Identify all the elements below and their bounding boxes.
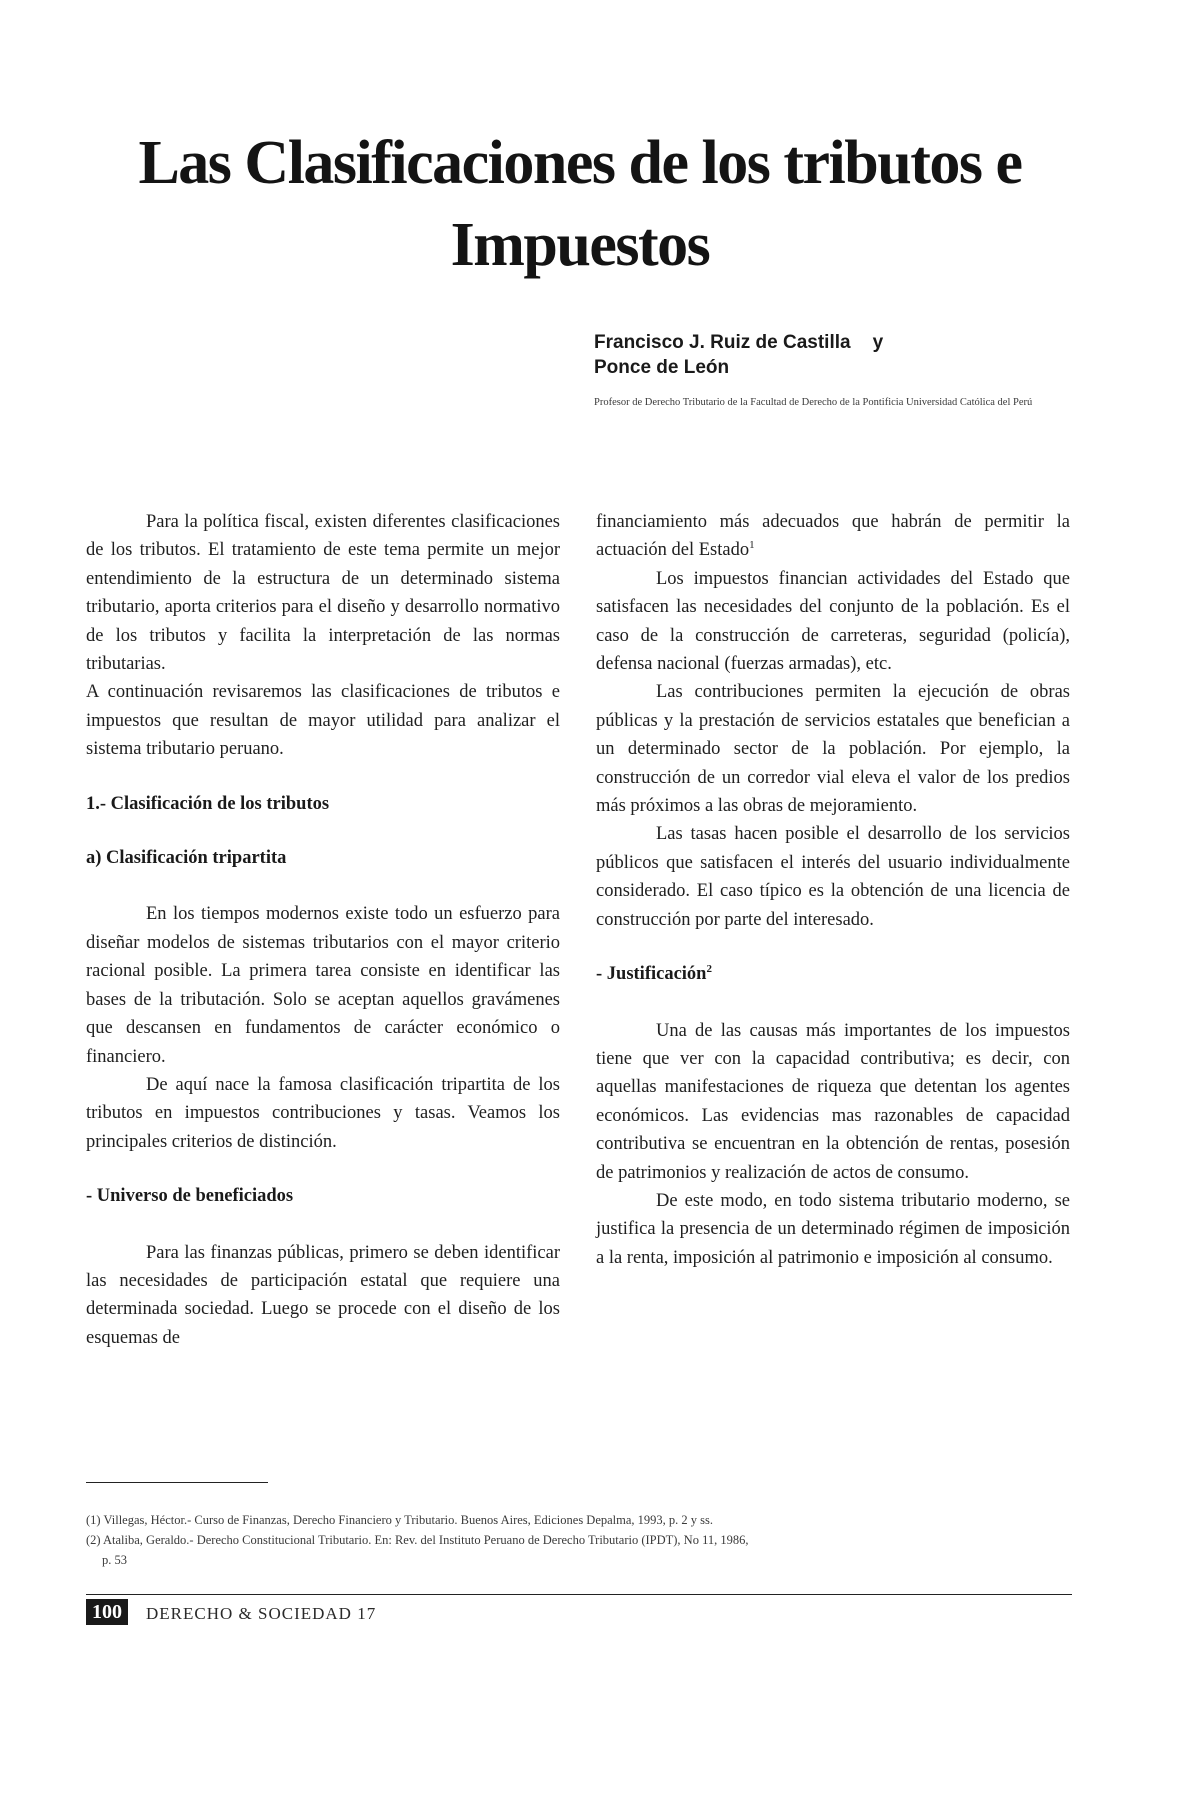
footnote-ref: 1 <box>749 539 755 552</box>
author-conjunction: y <box>872 332 884 353</box>
right-column <box>596 508 1070 1272</box>
paragraph: En los tiempos modernos existe todo un esfuerzo para diseñar modelos de sistemas tributarios con el mayor criterio racional posible. La primera tarea consiste en identificar las bases de la tributación. Solo se aceptan aquellos gravámenes que descansen en fundamentos de carácter económico o financiero. <box>86 904 560 1067</box>
article-title: Las Clasificaciones de los tributos e Impuestos <box>138 129 1022 279</box>
footnote-1: (1) Villegas, Héctor.- Curso de Finanzas, Derecho Financiero y Tributario. Buenos Aires, Ediciones Depalma, 1993, p. 2 y ss. <box>86 1513 714 1527</box>
page-footer <box>86 1594 1072 1635</box>
paragraph: Las tasas hacen posible el desarrollo de los servicios públicos que satisfacen el interés del usuario individualmente considerado. El caso típico es la obtención de una licencia de construcción por parte del interesado. <box>596 824 1070 930</box>
heading-text: - Justificación <box>596 964 707 985</box>
paragraph: De aquí nace la famosa clasificación tripartita de los tributos en impuestos contribuciones y tasas. Veamos los principales criterios de distinción. <box>86 1074 560 1152</box>
subsection-heading: - Universo de beneficiados <box>86 1186 294 1207</box>
paragraph: Las contribuciones permiten la ejecución de obras públicas y la prestación de servicios estatales que benefician a un determinado sector de la población. Por ejemplo, la construcción de un corredor vial eleva el valor de los predios más próximos a las obras de mejoramiento. <box>596 682 1070 817</box>
subsection-heading: a) Clasificación tripartita <box>86 848 287 869</box>
paragraph: Los impuestos financian actividades del Estado que satisfacen las necesidades del conjunto de la población. Es el caso de la construcción de carreteras, seguridad (policía), defensa nacional (fuerzas armadas), etc. <box>596 568 1070 675</box>
author-affiliation: Profesor de Derecho Tributario de la Facultad de Derecho de la Pontificia Universidad Católica del Perú <box>594 397 1033 408</box>
section-heading: 1.- Clasificación de los tributos <box>86 793 330 814</box>
journal-name: DERECHO & SOCIEDAD 17 <box>146 1604 377 1623</box>
footnote-2: (2) Ataliba, Geraldo.- Derecho Constitucional Tributario. En: Rev. del Instituto Peruano de Derecho Tributario (IPDT), No 11, 1986, <box>86 1533 749 1547</box>
left-column <box>86 508 560 1352</box>
paragraph: De este modo, en todo sistema tributario moderno, se justifica la presencia de un determinado régimen de imposición a la renta, imposición al patrimonio e imposición al consumo. <box>596 1190 1070 1268</box>
footnotes <box>86 1510 1072 1570</box>
paragraph: Para la política fiscal, existen diferentes clasificaciones de los tributos. El tratamiento de este tema permite un mejor entendimiento de la estructura de un determinado sistema tributario, aporta criterios para el diseño y desarrollo normativo de los tributos y facilita la interpretación de las normas tributarias. <box>86 512 560 675</box>
paragraph: A continuación revisaremos las clasificaciones de tributos e impuestos que resultan de mayor utilidad para analizar el sistema tributario peruano. <box>86 682 560 760</box>
footnote-2-continuation: p. 53 <box>102 1553 127 1567</box>
page-number: 100 <box>86 1599 128 1625</box>
paragraph: Una de las causas más importantes de los impuestos tiene que ver con la capacidad contributiva; es decir, con aquellas manifestaciones de riqueza que detentan los agentes económicos. Las evidencias mas razonables de capacidad contributiva se encuentran en la obtención de rentas, posesión de patrimonios y realización de actos de consumo. <box>596 1020 1070 1183</box>
author-name-line1: Francisco J. Ruiz de Castilla <box>594 332 851 353</box>
author-name-line2: Ponce de León <box>594 357 730 378</box>
paragraph-text: financiamiento más adecuados que habrán de permitir la actuación del Estado <box>596 512 1070 561</box>
footnote-rule <box>86 1482 268 1483</box>
subsection-heading <box>596 960 1070 988</box>
paragraph <box>596 508 1070 565</box>
paragraph: Para las finanzas públicas, primero se deben identificar las necesidades de participación estatal que requiere una determinada sociedad. Luego se procede con el diseño de los esquemas de <box>86 1242 560 1348</box>
footnote-ref: 2 <box>706 962 712 975</box>
author-block <box>594 330 1134 380</box>
